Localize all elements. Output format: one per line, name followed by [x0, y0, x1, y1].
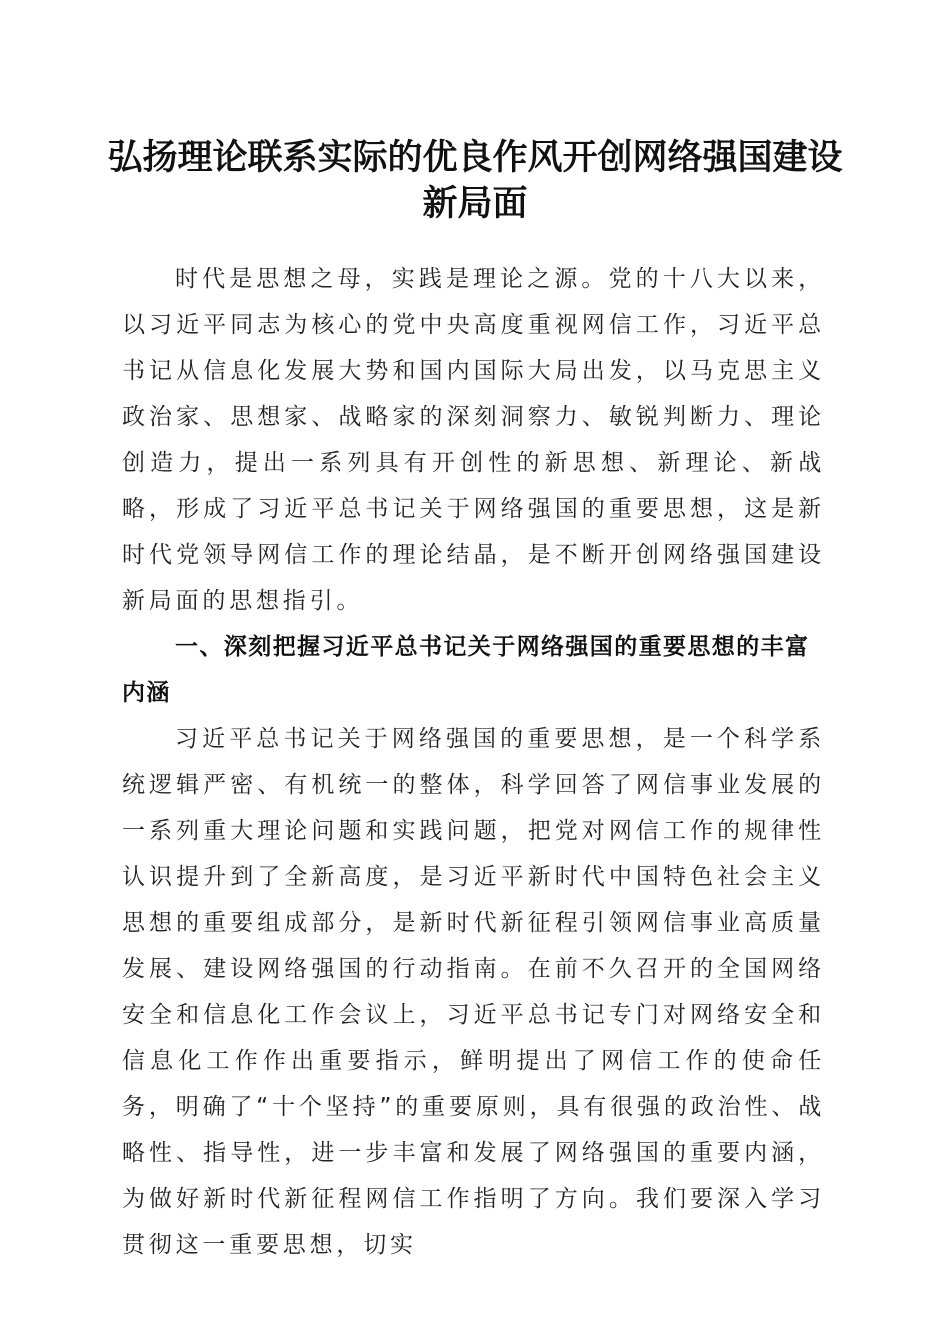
document-body — [122, 256, 825, 1268]
section-heading: 一、深刻把握习近平总书记关于网络强国的重要思想的丰富内涵 — [122, 634, 810, 706]
section-paragraph: 习近平总书记关于网络强国的重要思想，是一个科学系统逻辑严密、有机统一的整体，科学回答了网信事业发展的一系列重大理论问题和实践问题，把党对网信工作的规律性认识提升到了全新高度，是习近平新时代中国特色社会主义思想的重要组成部分，是新时代新征程引领网信事业高质量发展、建设网络强国的行动指南。在前不久召开的全国网络安全和信息化工作会议上，习近平总书记专门对网络安全和信息化工作作出重要指示，鲜明提出了网信工作的使命任务，明确了“十个坚持”的重要原则，具有很强的政治性、战略性、指导性，进一步丰富和发展了网络强国的重要内涵，为做好新时代新征程网信工作指明了方向。我们要深入学习贯彻这一重要思想，切实 — [122, 726, 825, 1258]
intro-paragraph: 时代是思想之母，实践是理论之源。党的十八大以来，以习近平同志为核心的党中央高度重视网信工作，习近平总书记从信息化发展大势和国内国际大局出发，以马克思主义政治家、思想家、战略家的深刻洞察力、敏锐判断力、理论创造力，提出一系列具有开创性的新思想、新理论、新战略，形成了习近平总书记关于网络强国的重要思想，这是新时代党领导网信工作的理论结晶，是不断开创网络强国建设新局面的思想指引。 — [122, 266, 825, 614]
document-title: 弘扬理论联系实际的优良作风开创网络强国建设新局面 — [107, 137, 843, 224]
